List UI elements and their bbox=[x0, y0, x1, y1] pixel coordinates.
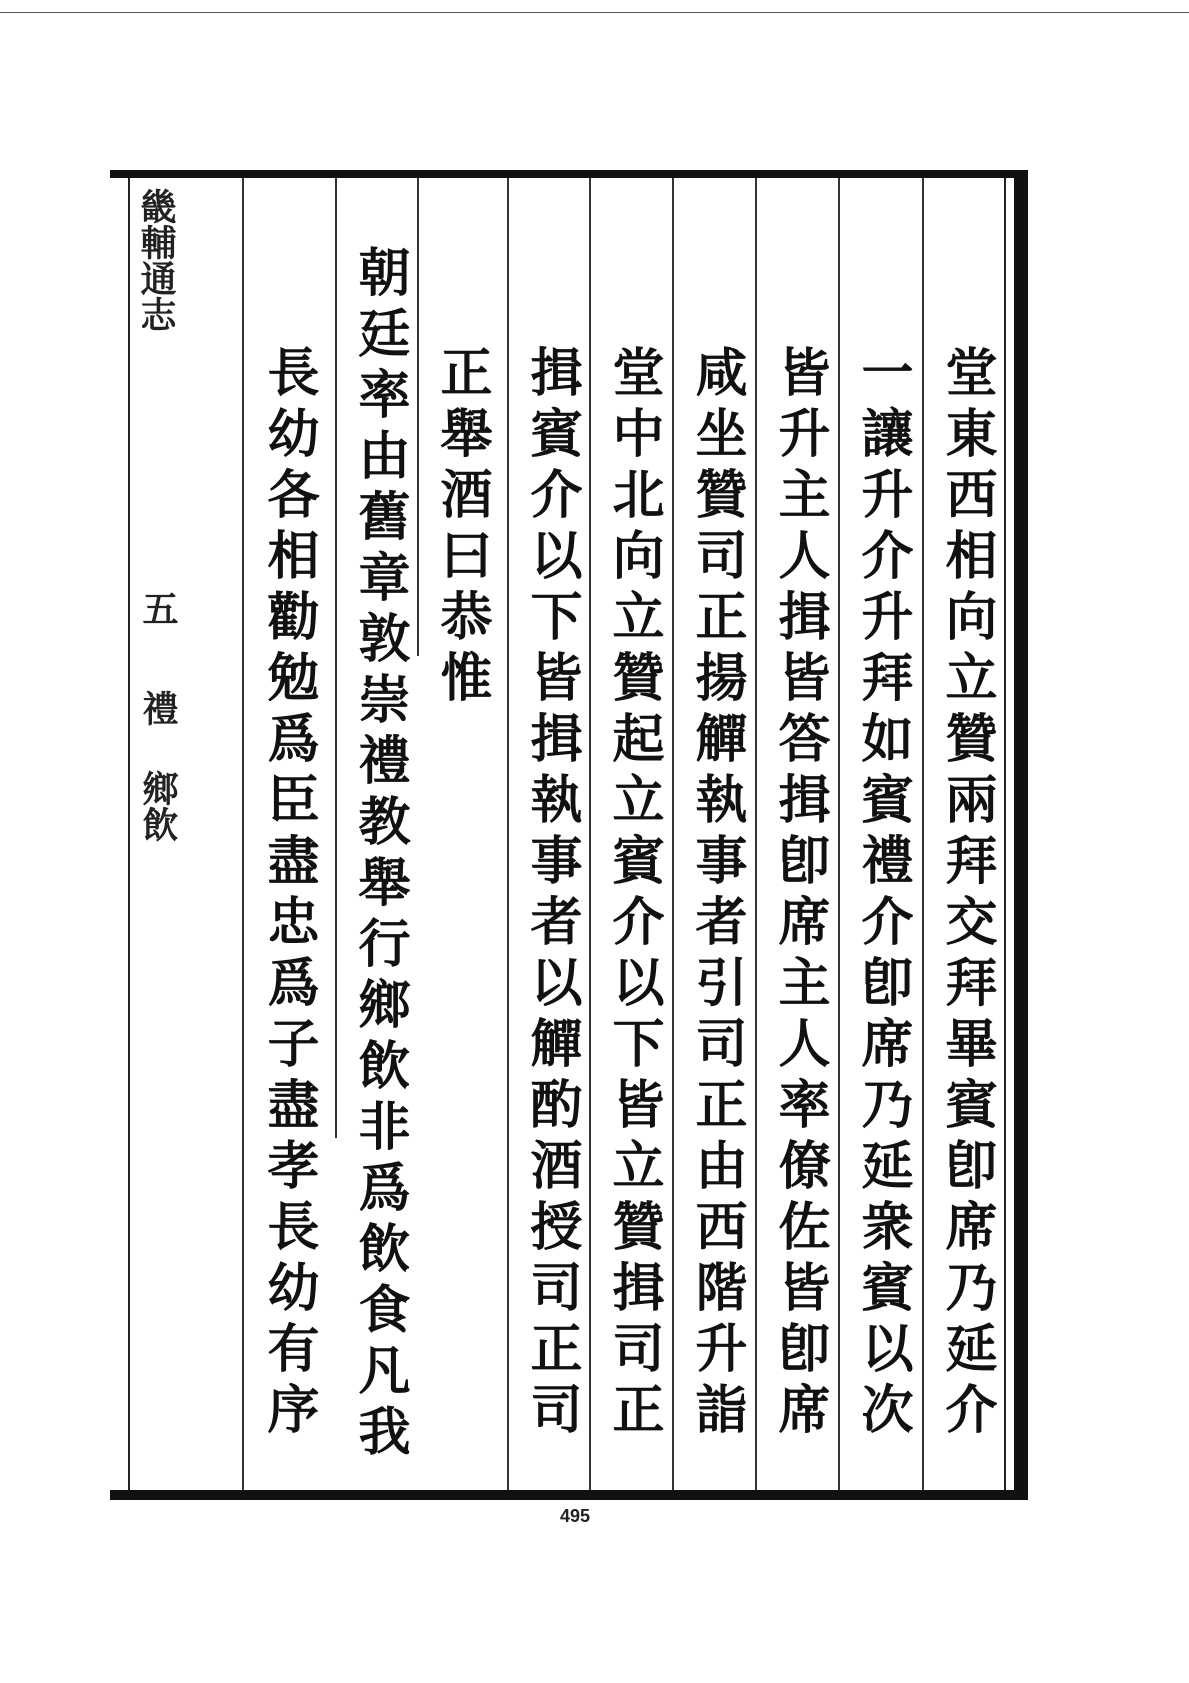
margin-folio-marker: 五 bbox=[137, 590, 179, 626]
margin-section: 禮 bbox=[137, 690, 179, 726]
frame-right-border bbox=[1014, 170, 1028, 1500]
text-column-5: 堂中北向立贊起立賓介以下皆立贊揖司正 bbox=[603, 345, 664, 1443]
text-column-4: 咸坐贊司正揚觶執事者引司正由西階升詣 bbox=[686, 345, 747, 1443]
text-column-8: 朝廷率由舊章敦崇禮教舉行鄉飲非爲飲食凡我 bbox=[349, 245, 410, 1465]
margin-book-title: 畿輔通志 bbox=[135, 188, 177, 332]
frame-top-border bbox=[110, 170, 1028, 178]
text-column-3: 皆升主人揖皆答揖卽席主人率僚佐皆卽席 bbox=[769, 345, 830, 1443]
text-column-7: 正舉酒曰恭惟 bbox=[431, 345, 492, 711]
top-rule bbox=[0, 12, 1189, 13]
column-rule bbox=[838, 178, 840, 1490]
text-column-6: 揖賓介以下皆揖執事者以觶酌酒授司正司 bbox=[521, 345, 582, 1443]
text-column-2: 一讓升介升拜如賓禮介卽席乃延衆賓以次 bbox=[852, 345, 913, 1443]
text-column-1: 堂東西相向立贊兩拜交拜畢賓卽席乃延介 bbox=[936, 345, 997, 1443]
column-rule bbox=[922, 178, 924, 1490]
frame-left-border bbox=[128, 178, 130, 1490]
margin-subject: 鄉飲 bbox=[137, 770, 179, 842]
column-rule bbox=[589, 178, 591, 1490]
frame-bottom-border bbox=[110, 1490, 1028, 1500]
column-rule bbox=[242, 178, 244, 1490]
frame-inner-right-line bbox=[1004, 178, 1006, 1490]
page-frame bbox=[110, 170, 1028, 1500]
column-rule bbox=[335, 178, 337, 1138]
column-rule bbox=[507, 178, 509, 1490]
column-rule bbox=[755, 178, 757, 1490]
column-rule bbox=[672, 178, 674, 1490]
column-rule bbox=[417, 178, 419, 656]
text-column-9: 長幼各相勸勉爲臣盡忠爲子盡孝長幼有序 bbox=[258, 345, 319, 1443]
page-number: 495 bbox=[560, 1506, 591, 1526]
